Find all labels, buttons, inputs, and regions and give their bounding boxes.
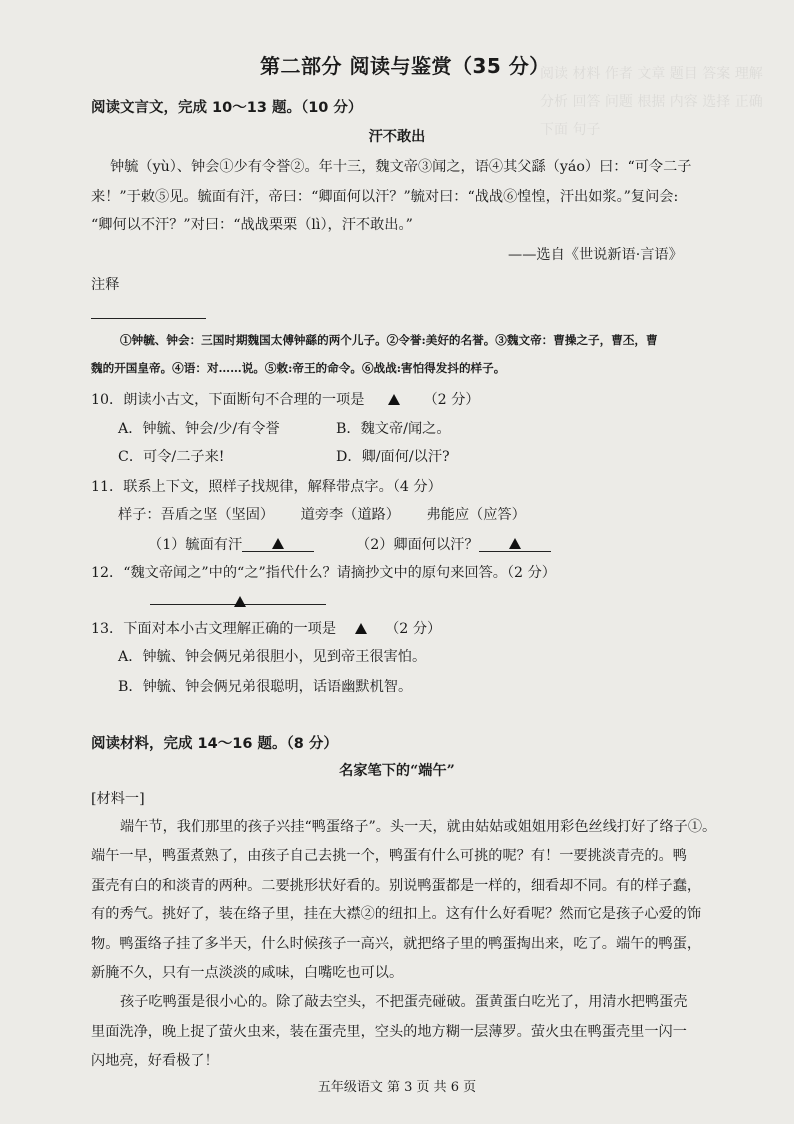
- bleed-through-text: 阅读 材料 作者 文章 题目 答案 理解 分析 回答 问题 根据 内容 选择 正确 下面 句子: [540, 66, 763, 138]
- material-line-4: 有的秀气。挑好了，装在络子里，挂在大襟②的纽扣上。这有什么好看呢？然而它是孩子心爱的饰: [91, 906, 702, 922]
- material-line-5: 物。鸭蛋络子挂了多半天，什么时候孩子一高兴，就把络子里的鸭蛋掏出来，吃了。端午的鸭蛋，: [91, 936, 702, 952]
- material-line-1: 端午节，我们那里的孩子兴挂“鸭蛋络子”。头一天，就由姑姑或姐姐用彩色丝线打好了络子①。: [120, 819, 717, 835]
- answer-blank-marker-icon[interactable]: [355, 623, 367, 634]
- material-line-7: 孩子吃鸭蛋是很小心的。除了敲去空头，不把蛋壳碰破。蛋黄蛋白吃光了，用清水把鸭蛋壳: [120, 994, 688, 1010]
- q11-item-2: （2）卿面何以汗？: [356, 534, 551, 554]
- answer-blank-2[interactable]: [479, 537, 551, 552]
- section-b-instruction: 阅读材料，完成 14～16 题。（8 分）: [91, 736, 338, 752]
- question-11: 11．联系上下文，照样子找规律，解释带点字。（4 分）: [91, 479, 442, 495]
- blank-marker-icon: [272, 538, 284, 549]
- page-footer: 五年级语文 第 3 页 共 6 页: [317, 1080, 477, 1095]
- answer-blank-marker-icon[interactable]: [388, 394, 400, 405]
- notes-label: 注释: [91, 277, 120, 293]
- q11-examples: 样子：吾盾之坚（坚固） 道旁李（道路） 弗能应（应答）: [118, 507, 526, 523]
- notes-divider: [91, 318, 206, 319]
- material-line-3: 蛋壳有白的和淡青的两种。二要挑形状好看的。别说鸭蛋都是一样的，细看却不同。有的样子蠢，: [91, 878, 702, 894]
- q13-option-b[interactable]: B．钟毓、钟会俩兄弟很聪明，话语幽默机智。: [118, 679, 413, 695]
- q11-item-1: （1）毓面有汗: [148, 534, 314, 554]
- part-title: 第二部分 阅读与鉴赏（35 分）: [260, 54, 550, 78]
- answer-blank-1[interactable]: [242, 537, 314, 552]
- note-line-1: ①钟毓、钟会：三国时期魏国太傅钟繇的两个儿子。②令誉:美好的名誉。③魏文帝：曹操之子，曹丕，曹: [120, 333, 658, 347]
- q10-option-c[interactable]: C．可令/二子来!: [118, 449, 225, 465]
- material-title: 名家笔下的“端午”: [339, 763, 455, 779]
- passage-line-3: “卿何以不汗？”对曰：“战战栗栗（lì），汗不敢出。”: [91, 217, 413, 233]
- section-a-instruction: 阅读文言文，完成 10～13 题。（10 分）: [91, 100, 363, 116]
- q10-option-b[interactable]: B．魏文帝/闻之。: [336, 421, 451, 437]
- q10-option-d[interactable]: D．卿/面何/以汗?: [336, 449, 450, 465]
- material-line-8: 里面洗净，晚上捉了萤火虫来，装在蛋壳里，空头的地方糊一层薄罗。萤火虫在鸭蛋壳里一闪一: [91, 1024, 687, 1040]
- material-line-2: 端午一早，鸭蛋煮熟了，由孩子自己去挑一个，鸭蛋有什么可挑的呢？有！一要挑淡青壳的。鸭: [91, 848, 687, 864]
- question-10: 10．朗读小古文，下面断句不合理的一项是 （2 分）: [91, 392, 480, 408]
- passage-title: 汗不敢出: [368, 129, 426, 145]
- material-line-9: 闪地亮，好看极了！: [91, 1053, 219, 1069]
- material-line-6: 新腌不久，只有一点淡淡的咸味，白嘴吃也可以。: [91, 965, 404, 981]
- question-12: 12．“魏文帝闻之”中的“之”指代什么？请摘抄文中的原句来回答。（2 分）: [91, 565, 556, 581]
- note-line-2: 魏的开国皇帝。④语：对……说。⑤敕:帝王的命令。⑥战战:害怕得发抖的样子。: [91, 361, 506, 375]
- passage-source: ——选自《世说新语·言语》: [508, 247, 683, 263]
- q12-blank-marker-icon: [234, 591, 246, 610]
- passage-line-2: 来！”于敕⑤见。毓面有汗，帝曰：“卿面何以汗？”毓对曰：“战战⑥惶惶，汗出如浆。”复问会:: [91, 189, 679, 205]
- blank-marker-icon: [509, 538, 521, 549]
- q13-option-a[interactable]: A．钟毓、钟会俩兄弟很胆小，见到帝王很害怕。: [118, 649, 427, 665]
- q10-option-a[interactable]: A．钟毓、钟会/少/有令誉: [118, 421, 280, 437]
- material-label: [材料一]: [91, 791, 145, 807]
- passage-line-1: 钟毓（yù）、钟会①少有令誉②。年十三，魏文帝③闻之，语④其父繇（yáo）曰：“可令二子: [110, 159, 692, 175]
- question-13: 13．下面对本小古文理解正确的一项是 （2 分）: [91, 621, 442, 637]
